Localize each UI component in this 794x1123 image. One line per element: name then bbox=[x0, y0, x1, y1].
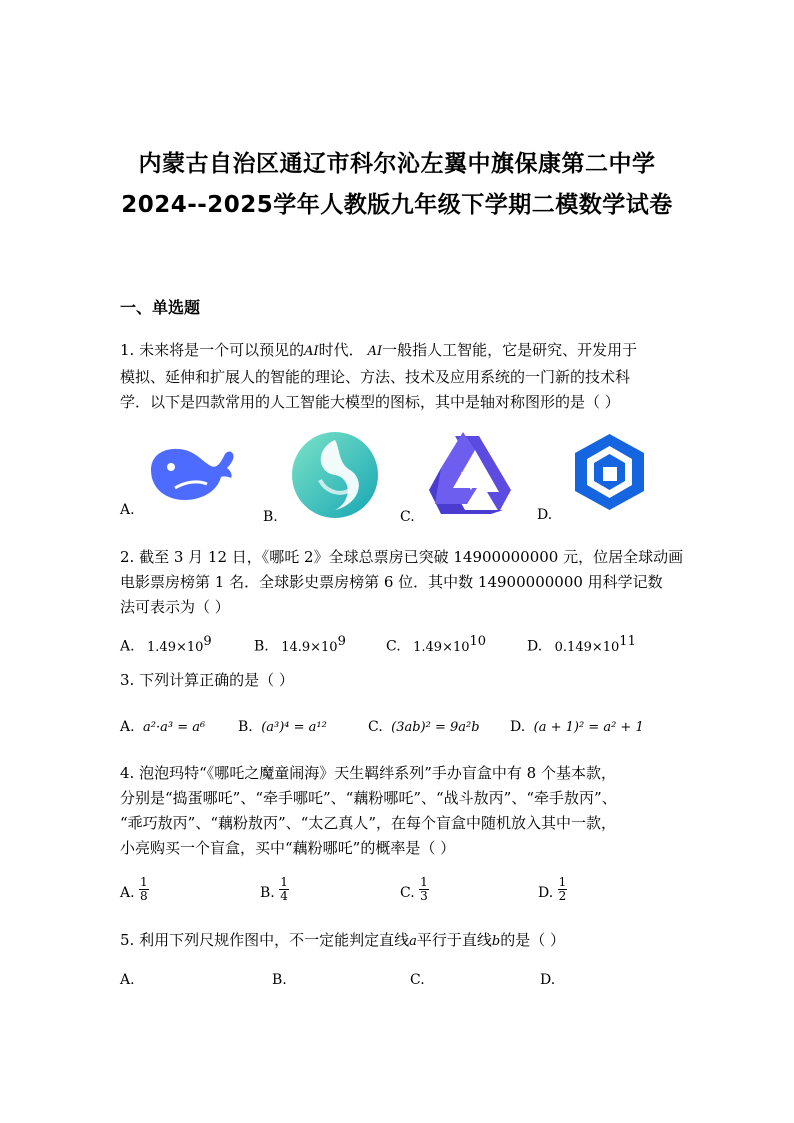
q4-line3: “乖巧敖丙”、“藕粉敖丙”、“太乙真人”，在每个盲盒中随机放入其中一款， bbox=[120, 814, 617, 832]
q1-option-c-label: C. bbox=[400, 509, 415, 525]
section-heading: 一、单选题 bbox=[120, 298, 201, 317]
q2-option-b-base: 14.9×10 bbox=[281, 639, 338, 655]
q1-option-a-label: A. bbox=[120, 502, 135, 518]
q2-option-a-label: A. bbox=[120, 638, 135, 655]
q4-line1: 4. 泡泡玛特“《哪吒之魔童闹海》天生羁绊系列”手办盲盒中有 8 个基本款， bbox=[120, 764, 616, 782]
q2-option-c-base: 1.49×10 bbox=[413, 639, 470, 655]
q5-option-d-label: D. bbox=[540, 972, 556, 988]
q3-option-a-expr: a²·a³ = a⁶ bbox=[143, 720, 206, 735]
q4-option-a bbox=[120, 876, 149, 903]
hexagon-cube-logo-icon bbox=[572, 432, 647, 512]
q1-line1 bbox=[120, 340, 637, 362]
q2-option-a-exp: 9 bbox=[203, 634, 212, 649]
q1-line3: 学．以下是四款常用的人工智能大模型的图标，其中是轴对称图形的是（ ） bbox=[120, 393, 620, 411]
q4-option-d-fraction bbox=[558, 876, 568, 903]
swirl-sphere-logo-icon bbox=[290, 430, 380, 520]
q2-option-b-label: B. bbox=[254, 638, 269, 655]
q5-option-a-label: A. bbox=[120, 972, 135, 988]
page-title-line1: 内蒙古自治区通辽市科尔沁左翼中旗保康第二中学 bbox=[138, 151, 656, 177]
whale-logo-icon bbox=[145, 440, 240, 505]
q2-option-d bbox=[527, 632, 636, 658]
q2-line2: 电影票房榜第 1 名．全球影史票房榜第 6 位．其中数 14900000000 用科学记数 bbox=[120, 573, 663, 591]
q1-option-b-label: B. bbox=[263, 509, 278, 525]
q1-text-a: 1. 未来将是一个可以预见的 bbox=[120, 341, 305, 359]
q4-line4: 小亮购买一个盲盒，买中“藕粉哪吒”的概率是（ ） bbox=[120, 839, 456, 857]
q2-option-a-base: 1.49×10 bbox=[147, 639, 204, 655]
q1-ai-term-2: AI bbox=[367, 344, 383, 359]
q4-option-b-den: 4 bbox=[280, 889, 288, 903]
q4-option-d bbox=[538, 876, 567, 903]
q4-option-d-num: 1 bbox=[558, 875, 567, 889]
q4-option-b bbox=[260, 876, 289, 903]
q2-line1: 2. 截至 3 月 12 日，《哪吒 2》全球总票房已突破 14900000000 元，位居全球动画 bbox=[120, 548, 684, 566]
q1-text-b: 时代． bbox=[318, 341, 364, 359]
q2-option-b-exp: 9 bbox=[337, 634, 346, 649]
q4-option-c-label: C. bbox=[400, 885, 415, 901]
q1-ai-term: AI bbox=[304, 344, 319, 359]
q3-option-b-expr: (a³)⁴ = a¹² bbox=[261, 720, 327, 735]
q2-option-c-exp: 10 bbox=[469, 634, 487, 649]
q3-option-a bbox=[120, 717, 205, 738]
q4-option-a-label: A. bbox=[120, 885, 135, 901]
q5-stem bbox=[120, 930, 565, 952]
q4-option-a-fraction bbox=[139, 876, 149, 903]
q5-text-b: 平行于直线 bbox=[416, 931, 492, 949]
q2-option-b bbox=[254, 632, 346, 658]
page-title-line2: 2024--2025学年人教版九年级下学期二模数学试卷 bbox=[121, 192, 673, 218]
q2-option-a bbox=[120, 632, 212, 658]
q4-option-c-num: 1 bbox=[420, 875, 428, 889]
q3-stem: 3. 下列计算正确的是（ ） bbox=[120, 671, 294, 689]
q3-option-b bbox=[238, 717, 327, 738]
q4-option-c-den: 3 bbox=[420, 889, 428, 903]
q5-var-a: a bbox=[409, 934, 417, 949]
q4-option-c bbox=[400, 876, 429, 903]
q4-option-b-label: B. bbox=[260, 885, 275, 901]
q3-option-c-expr: (3ab)² = 9a²b bbox=[391, 720, 480, 735]
q4-option-d-den: 2 bbox=[558, 889, 567, 903]
q2-line3: 法可表示为（ ） bbox=[120, 598, 230, 616]
q4-option-b-num: 1 bbox=[280, 875, 288, 889]
q2-option-d-label: D. bbox=[527, 638, 543, 655]
q5-text-c: 的是（ ） bbox=[500, 931, 565, 949]
q3-option-a-label: A. bbox=[120, 719, 135, 735]
q2-option-d-exp: 11 bbox=[619, 634, 636, 649]
q3-option-d bbox=[510, 717, 644, 738]
q4-option-b-fraction bbox=[279, 876, 289, 903]
q2-option-d-base: 0.149×10 bbox=[554, 639, 620, 655]
q2-option-c-label: C. bbox=[386, 638, 401, 655]
q1-text-c: 一般指人工智能，它是研究、开发用于 bbox=[382, 341, 638, 359]
q3-option-d-expr: (a + 1)² = a² + 1 bbox=[533, 720, 644, 735]
triangle-knot-logo-icon bbox=[425, 432, 515, 517]
q1-line2: 模拟、延伸和扩展人的智能的理论、方法、技术及应用系统的一门新的技术科 bbox=[120, 368, 631, 386]
q5-var-b: b bbox=[491, 934, 501, 949]
q3-option-c-label: C. bbox=[368, 719, 383, 735]
q4-option-c-fraction bbox=[419, 876, 429, 903]
q3-option-d-label: D. bbox=[510, 719, 526, 735]
q1-option-d-label: D. bbox=[537, 507, 553, 523]
q5-option-b-label: B. bbox=[272, 972, 287, 988]
q3-option-b-label: B. bbox=[238, 719, 253, 735]
q3-option-c bbox=[368, 717, 480, 738]
q5-text-a: 5. 利用下列尺规作图中，不一定能判定直线 bbox=[120, 931, 410, 949]
q2-option-c bbox=[386, 632, 486, 658]
q4-option-a-num: 1 bbox=[140, 875, 148, 889]
q5-option-c-label: C. bbox=[410, 972, 425, 988]
q4-line2: 分别是“捣蛋哪吒”、“牵手哪吒”、“藕粉哪吒”、“战斗敖丙”、“牵手敖丙”、 bbox=[120, 789, 617, 807]
q4-option-d-label: D. bbox=[538, 885, 554, 901]
q4-option-a-den: 8 bbox=[140, 889, 148, 903]
